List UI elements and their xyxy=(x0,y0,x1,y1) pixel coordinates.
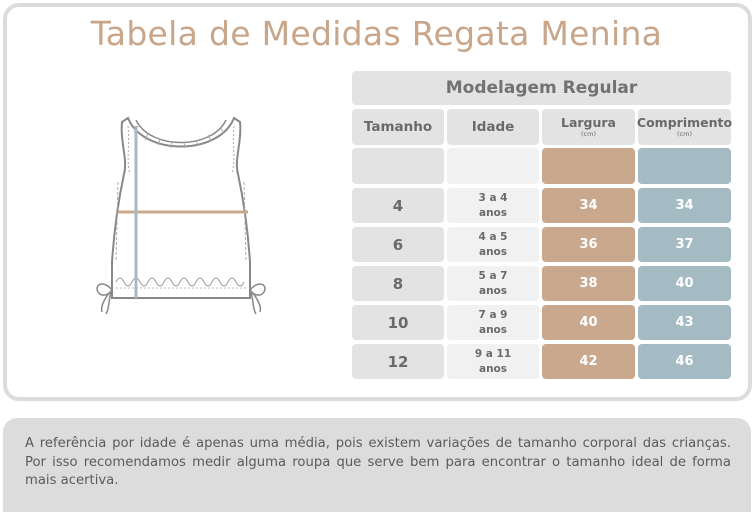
width-cell: 42 xyxy=(542,344,635,379)
size-cell: 8 xyxy=(352,266,444,301)
size-cell: 12 xyxy=(352,344,444,379)
age-unit: anos xyxy=(478,206,508,219)
age-cell xyxy=(447,305,539,340)
age-range: 4 a 5 xyxy=(478,230,508,243)
header-age: Idade xyxy=(447,109,539,145)
age-range: 9 a 11 xyxy=(474,347,512,360)
header-width-label: Largura xyxy=(560,115,616,130)
header-length-unit: (cm) xyxy=(677,130,692,138)
age-unit: anos xyxy=(478,284,508,297)
age-unit: anos xyxy=(478,245,508,258)
header-length xyxy=(638,109,731,145)
age-cell xyxy=(447,266,539,301)
age-unit: anos xyxy=(478,362,508,375)
age-cell xyxy=(447,188,539,223)
width-cell: 38 xyxy=(542,266,635,301)
width-cell: 40 xyxy=(542,305,635,340)
length-cell: 34 xyxy=(638,188,731,223)
width-cell: 34 xyxy=(542,188,635,223)
header-width xyxy=(542,109,635,145)
vest-illustration xyxy=(88,112,274,324)
size-cell: 6 xyxy=(352,227,444,262)
age-reference-note: A referência por idade é apenas uma média, pois existem variações de tamanho corporal das crianças. Por isso recomendamos medir alguma roupa que serve bem para encontrar o tamanho ideal de forma mais acertiva. xyxy=(3,418,751,512)
age-range: 7 a 9 xyxy=(478,308,508,321)
swatch-size xyxy=(352,148,444,184)
swatch-width xyxy=(542,148,635,184)
header-size: Tamanho xyxy=(352,109,444,145)
page-title: Tabela de Medidas Regata Menina xyxy=(90,14,663,53)
size-cell: 4 xyxy=(352,188,444,223)
length-cell: 43 xyxy=(638,305,731,340)
age-cell xyxy=(447,344,539,379)
length-cell: 46 xyxy=(638,344,731,379)
header-width-unit: (cm) xyxy=(581,130,596,138)
size-cell: 10 xyxy=(352,305,444,340)
header-length-label: Comprimento xyxy=(636,115,733,130)
swatch-length xyxy=(638,148,731,184)
age-range: 3 a 4 xyxy=(478,191,508,204)
age-range: 5 a 7 xyxy=(478,269,508,282)
length-cell: 40 xyxy=(638,266,731,301)
width-cell: 36 xyxy=(542,227,635,262)
age-unit: anos xyxy=(478,323,508,336)
age-cell xyxy=(447,227,539,262)
table-banner: Modelagem Regular xyxy=(352,71,731,105)
length-cell: 37 xyxy=(638,227,731,262)
swatch-age xyxy=(447,148,539,184)
